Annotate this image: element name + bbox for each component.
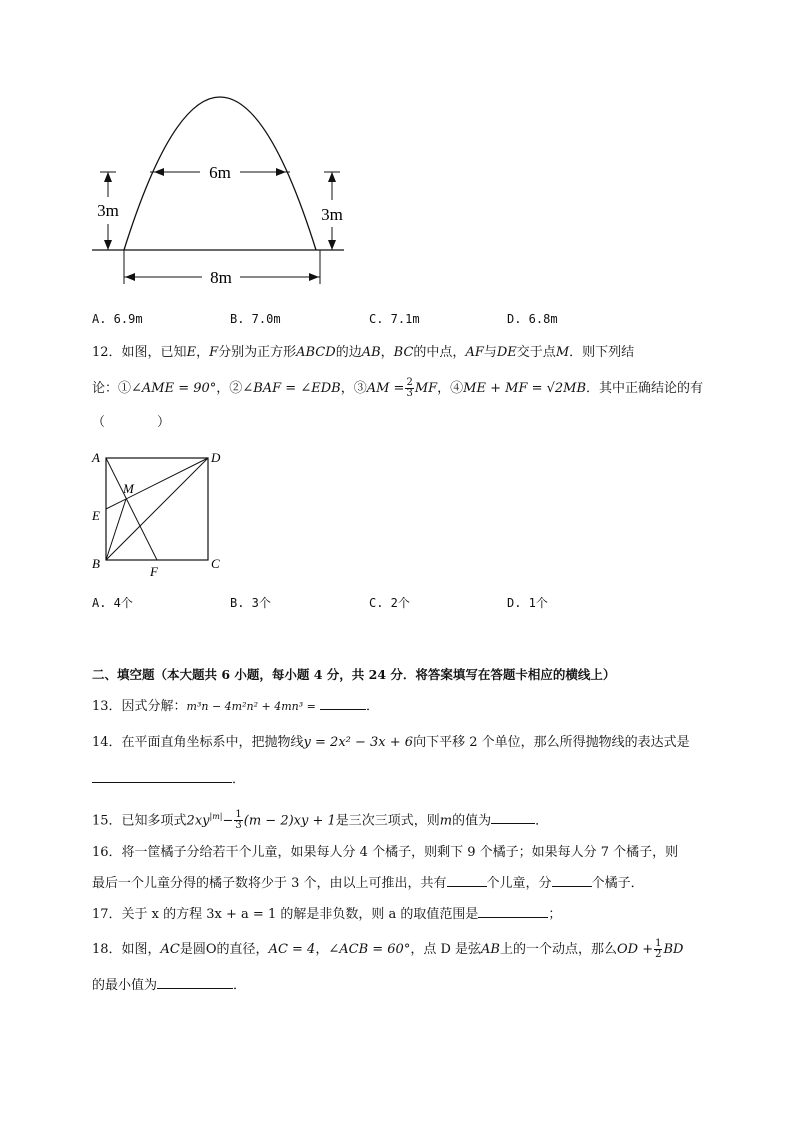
arch-label-8m: 8m (210, 268, 232, 287)
q12-text: ，④ (437, 381, 464, 396)
q18-line-2 (92, 976, 734, 996)
fraction-denominator: 2 (655, 949, 662, 960)
q15-fraction (234, 810, 242, 831)
fraction-numerator: 2 (406, 377, 413, 388)
q18-text: 上的一个动点，那么 (499, 942, 617, 957)
q11-options (92, 312, 692, 332)
arch-label-3m-right: 3m (321, 205, 343, 224)
q15-var: m (439, 813, 453, 829)
q12-text: 分别为正方形 (218, 345, 297, 360)
q15-text: 的值为 (452, 813, 492, 829)
q16-text: 最后一个儿童分得的橘子数将少于 3 个，由以上可推出，共有 (92, 876, 447, 891)
q12-line-2 (92, 378, 734, 399)
q14-answer-blank[interactable] (92, 770, 232, 783)
q18-angle: ∠ACB = 60° (328, 942, 411, 957)
q13 (92, 697, 734, 717)
q12-conclusion-4: ME + MF = √2MB (463, 381, 587, 396)
q18-text: 18．如图， (92, 942, 161, 957)
q12-text: 的边 (335, 345, 362, 360)
q18-line-1 (92, 936, 734, 964)
q18-text: ， (315, 942, 329, 957)
square-figure (86, 446, 236, 582)
fraction-numerator: 1 (235, 809, 242, 821)
q15-end: ． (535, 813, 549, 829)
point-label-b: B (92, 556, 100, 571)
fraction-denominator: 3 (235, 820, 242, 832)
q15-exponent: |m| (209, 812, 223, 821)
q15-text: 15．已知多项式 (92, 813, 187, 829)
q12-option-b[interactable]: B. 3个 (230, 596, 271, 610)
q11-option-d[interactable]: D. 6.8m (507, 312, 558, 326)
q16-answer-blank-oranges[interactable] (552, 874, 592, 887)
q18-end: ． (233, 978, 247, 993)
q12-conclusion-2: ∠BAF = ∠EDB (242, 381, 341, 396)
q11-option-c[interactable]: C. 7.1m (369, 312, 420, 326)
q18-text: 是圆O的直径， (179, 942, 269, 957)
q18-expression: AC = 4 (268, 942, 316, 957)
q12-conclusion-3: AM = (366, 381, 405, 396)
q16-text: 个儿童，分 (486, 876, 552, 891)
q12-text: 的中点， (413, 345, 466, 360)
q12-text: 论：① (92, 381, 132, 396)
q12-number: 12． (92, 345, 122, 360)
q13-expression: m³n − 4m²n² + 4mn³ = (186, 700, 316, 713)
q18-var: AC (160, 942, 180, 957)
q12-text: 如图，已知 (121, 345, 187, 360)
q15 (92, 803, 734, 835)
q11-option-a[interactable]: A. 6.9m (92, 312, 143, 326)
q12-text: ， (380, 345, 394, 360)
q18-expression: OD + (617, 942, 654, 957)
q18-var: AB (481, 942, 500, 957)
q12-var: AF (465, 345, 484, 360)
arch-label-3m-left: 3m (97, 201, 119, 220)
q12-var: E (186, 345, 197, 360)
q13-end: ． (366, 699, 380, 714)
q15-text: 是三次三项式，则 (335, 813, 440, 829)
q14-line-2 (92, 770, 734, 790)
q17-end: ； (548, 907, 562, 922)
point-label-d: D (211, 450, 221, 465)
q12-option-d[interactable]: D. 1个 (507, 596, 548, 610)
q12-var: F (209, 345, 219, 360)
q12-var: M (555, 345, 570, 360)
q16-answer-blank-children[interactable] (447, 874, 487, 887)
point-label-a: A (92, 450, 100, 465)
q18-answer-blank[interactable] (157, 976, 233, 989)
q12-text: ，③ (340, 381, 367, 396)
q12-conclusion-3-right: MF (414, 381, 438, 396)
point-label-f: F (150, 564, 158, 579)
q17 (92, 905, 734, 925)
q14-end: ． (232, 772, 246, 787)
q15-answer-blank[interactable] (491, 811, 535, 824)
q15-minus: − (222, 813, 234, 829)
q12-var: DE (496, 345, 517, 360)
fraction-denominator: 3 (406, 388, 413, 399)
q12-conclusion-1: ∠AME = 90° (131, 381, 217, 396)
q17-text: 17．关于 x 的方程 3x + a = 1 的解是非负数，则 a 的取值范围是 (92, 907, 479, 922)
q14-text: 向下平移 2 个单位，那么所得抛物线的表达式是 (413, 735, 690, 750)
q14-expression: y = 2x² − 3x + 6 (303, 735, 414, 750)
q17-answer-blank[interactable] (478, 905, 548, 918)
section-2-title: 二、填空题（本大题共 6 小题，每小题 4 分，共 24 分．将答案填写在答题卡相应的横线上） (92, 667, 616, 682)
q15-expression: (m − 2)xy + 1 (243, 813, 336, 829)
point-label-c: C (211, 556, 220, 571)
fraction-numerator: 1 (655, 938, 662, 949)
q12-text: 交于点 (516, 345, 556, 360)
q12-text: 与 (483, 345, 497, 360)
q16-line-2 (92, 874, 734, 894)
arch-label-6m: 6m (209, 163, 231, 182)
point-label-e: E (92, 508, 100, 523)
arch-figure (88, 90, 358, 290)
q16-line-1: 16．将一筐橘子分给若干个儿童，如果每人分 4 个橘子，则剩下 9 个橘子；如果每人分 7 个橘子，则 (92, 845, 679, 860)
q18-text: 的最小值为 (92, 978, 158, 993)
q12-text: ．则下列结 (569, 345, 635, 360)
q14-line-1 (92, 733, 734, 753)
q18-text: ，点 D 是弦 (410, 942, 482, 957)
q12-line-1 (92, 343, 734, 363)
q12-var: BC (393, 345, 414, 360)
q11-option-b[interactable]: B. 7.0m (230, 312, 281, 326)
q12-text: ．其中正确结论的有 (586, 381, 704, 396)
q18-expression: BD (663, 942, 684, 957)
q13-answer-blank[interactable] (320, 697, 366, 710)
q12-answer-paren: （ ） (92, 415, 171, 430)
q16-text: 个橘子． (591, 876, 644, 891)
q12-text: ，② (216, 381, 243, 396)
q15-expression: 2xy (186, 813, 210, 829)
q12-option-c[interactable]: C. 2个 (369, 596, 410, 610)
q12-option-a[interactable]: A. 4个 (92, 596, 133, 610)
q13-text: 13．因式分解： (92, 699, 187, 714)
q12-var: ABCD (296, 345, 336, 360)
q12-text: ， (196, 345, 210, 360)
q14-text: 14．在平面直角坐标系中，把抛物线 (92, 735, 304, 750)
point-label-m: M (123, 481, 134, 496)
q18-fraction (654, 939, 662, 960)
q12-var: AB (361, 345, 381, 360)
q12-fraction (405, 378, 413, 399)
q12-options (92, 594, 692, 614)
